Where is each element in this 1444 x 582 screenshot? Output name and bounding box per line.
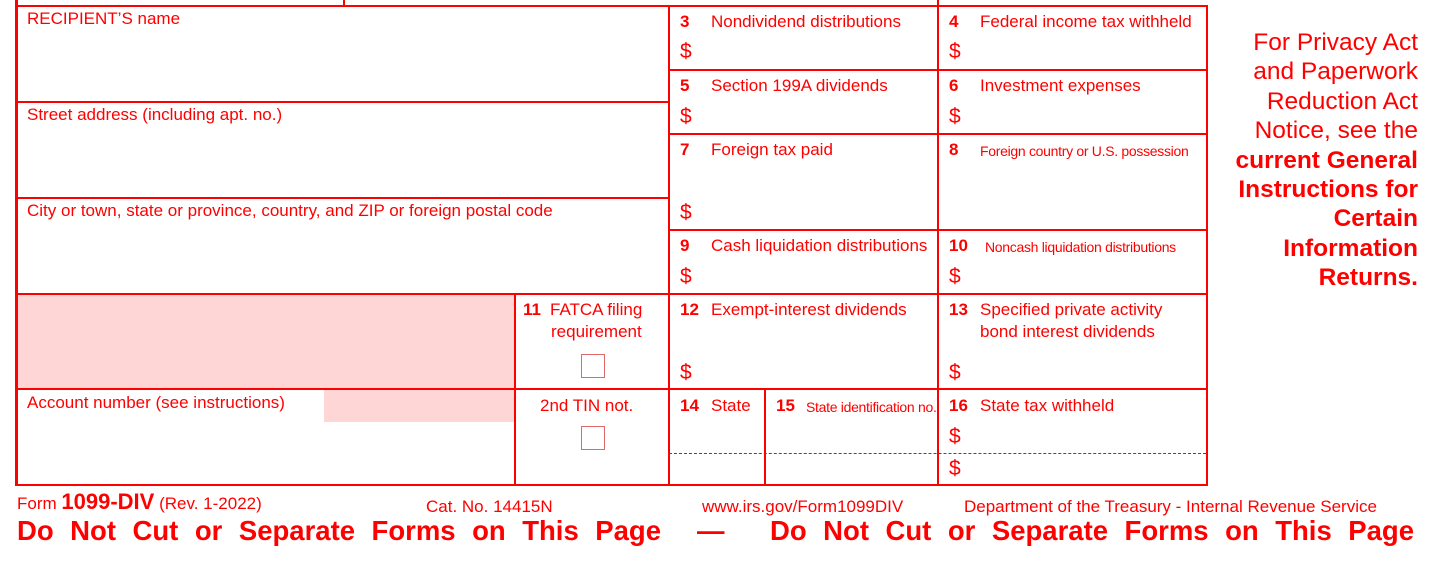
box-13-label-line1: Specified private activity — [980, 300, 1163, 319]
box-7-dollar: $ — [680, 201, 692, 224]
box-13-number: 13 — [949, 300, 968, 319]
box-10-number: 10 — [949, 236, 968, 255]
cut-warning-left: Do Not Cut or Separate Forms on This Page — [17, 515, 661, 546]
recipient-line-3 — [15, 293, 1207, 295]
cut-warning-right: Do Not Cut or Separate Forms on This Page — [770, 515, 1414, 546]
box-7-number: 7 — [680, 140, 690, 159]
box-16-number: 16 — [949, 396, 968, 415]
box-16-dollar-2: $ — [949, 457, 961, 480]
box-9-label: Cash liquidation distributions — [711, 236, 928, 255]
box-14-label: State — [711, 396, 751, 415]
irs-url: www.irs.gov/Form1099DIV — [702, 497, 904, 516]
box-13-dollar: $ — [949, 361, 961, 384]
form-left-border — [15, 0, 18, 486]
recipient-line-2 — [15, 197, 669, 199]
box-9-number: 9 — [680, 236, 690, 255]
box-3-dollar: $ — [680, 40, 692, 63]
box-9-dollar: $ — [680, 265, 692, 288]
form-revision: (Rev. 1-2022) — [159, 494, 262, 513]
form-prefix: Form — [17, 494, 57, 513]
recipient-line-4 — [15, 388, 1207, 390]
box-16-dollar-1: $ — [949, 425, 961, 448]
notice-line-1: For Privacy Act — [1253, 29, 1418, 56]
notice-bold-4: Information — [1283, 234, 1418, 262]
form-bottom-line — [15, 484, 1207, 486]
box-row-line-1 — [668, 69, 1207, 71]
box-4-label: Federal income tax withheld — [980, 12, 1192, 31]
box-12-number: 12 — [680, 300, 699, 319]
box-10-label: Noncash liquidation distributions — [985, 239, 1176, 255]
box-13-label-line2: bond interest dividends — [980, 322, 1155, 341]
form-id — [17, 489, 262, 514]
box-row-line-2 — [668, 133, 1207, 135]
box-8-number: 8 — [949, 140, 959, 159]
box-5-dollar: $ — [680, 105, 692, 128]
privacy-notice — [1178, 28, 1418, 293]
box-6-dollar: $ — [949, 105, 961, 128]
catalog-number: Cat. No. 14415N — [426, 497, 553, 516]
second-tin-checkbox[interactable] — [581, 426, 605, 450]
box-4-number: 4 — [949, 12, 959, 31]
recipient-name-label: RECIPIENT’S name — [27, 9, 181, 28]
city-label: City or town, state or province, country, and ZIP or foreign postal code — [27, 201, 553, 220]
state-divider — [764, 388, 766, 486]
box-6-label: Investment expenses — [980, 76, 1141, 95]
fatca-divider — [514, 293, 516, 486]
notice-line-4: Notice, see the — [1254, 117, 1418, 145]
state-dashed-line — [669, 453, 1206, 454]
box-3-number: 3 — [680, 12, 690, 31]
col-divider-b — [937, 5, 939, 486]
notice-bold-1: current General — [1235, 146, 1418, 174]
box-15-label: State identification no. — [806, 399, 937, 415]
box-5-number: 5 — [680, 76, 690, 95]
box-15-number: 15 — [776, 396, 795, 415]
notice-bold-3: Certain — [1333, 205, 1418, 233]
account-shaded-area — [324, 390, 515, 422]
box-3-label: Nondividend distributions — [711, 12, 901, 31]
box-5-label: Section 199A dividends — [711, 76, 888, 95]
second-tin-label: 2nd TIN not. — [540, 396, 634, 415]
box-14-number: 14 — [680, 396, 699, 415]
recipient-line-1 — [15, 101, 669, 103]
form-number: 1099-DIV — [61, 489, 155, 514]
box-4-dollar: $ — [949, 40, 961, 63]
box-11-number: 11 — [523, 300, 541, 319]
box-12-label: Exempt-interest dividends — [711, 300, 907, 319]
top-line — [15, 5, 1207, 7]
fatca-checkbox[interactable] — [581, 354, 605, 378]
account-number-label: Account number (see instructions) — [27, 393, 285, 412]
box-8-label: Foreign country or U.S. possession — [980, 143, 1189, 159]
box-16-label: State tax withheld — [980, 396, 1115, 415]
shaded-blank-area — [18, 295, 515, 388]
cut-warning-dash: — — [697, 515, 725, 546]
box-12-dollar: $ — [680, 361, 692, 384]
col-divider-a — [668, 5, 670, 486]
notice-bold-2: Instructions for — [1238, 176, 1418, 204]
box-10-dollar: $ — [949, 265, 961, 288]
box-6-number: 6 — [949, 76, 959, 95]
box-row-line-3 — [668, 229, 1207, 231]
street-address-label: Street address (including apt. no.) — [27, 105, 283, 124]
notice-line-2: and Paperwork — [1253, 58, 1418, 86]
box-11-label-line2: requirement — [551, 322, 642, 341]
notice-line-3: Reduction Act — [1266, 87, 1418, 115]
notice-bold-5: Returns. — [1318, 264, 1418, 292]
department-label: Department of the Treasury - Internal Revenue Service — [964, 497, 1377, 516]
box-7-label: Foreign tax paid — [711, 140, 833, 159]
box-11-label-line1: FATCA filing — [550, 300, 643, 319]
